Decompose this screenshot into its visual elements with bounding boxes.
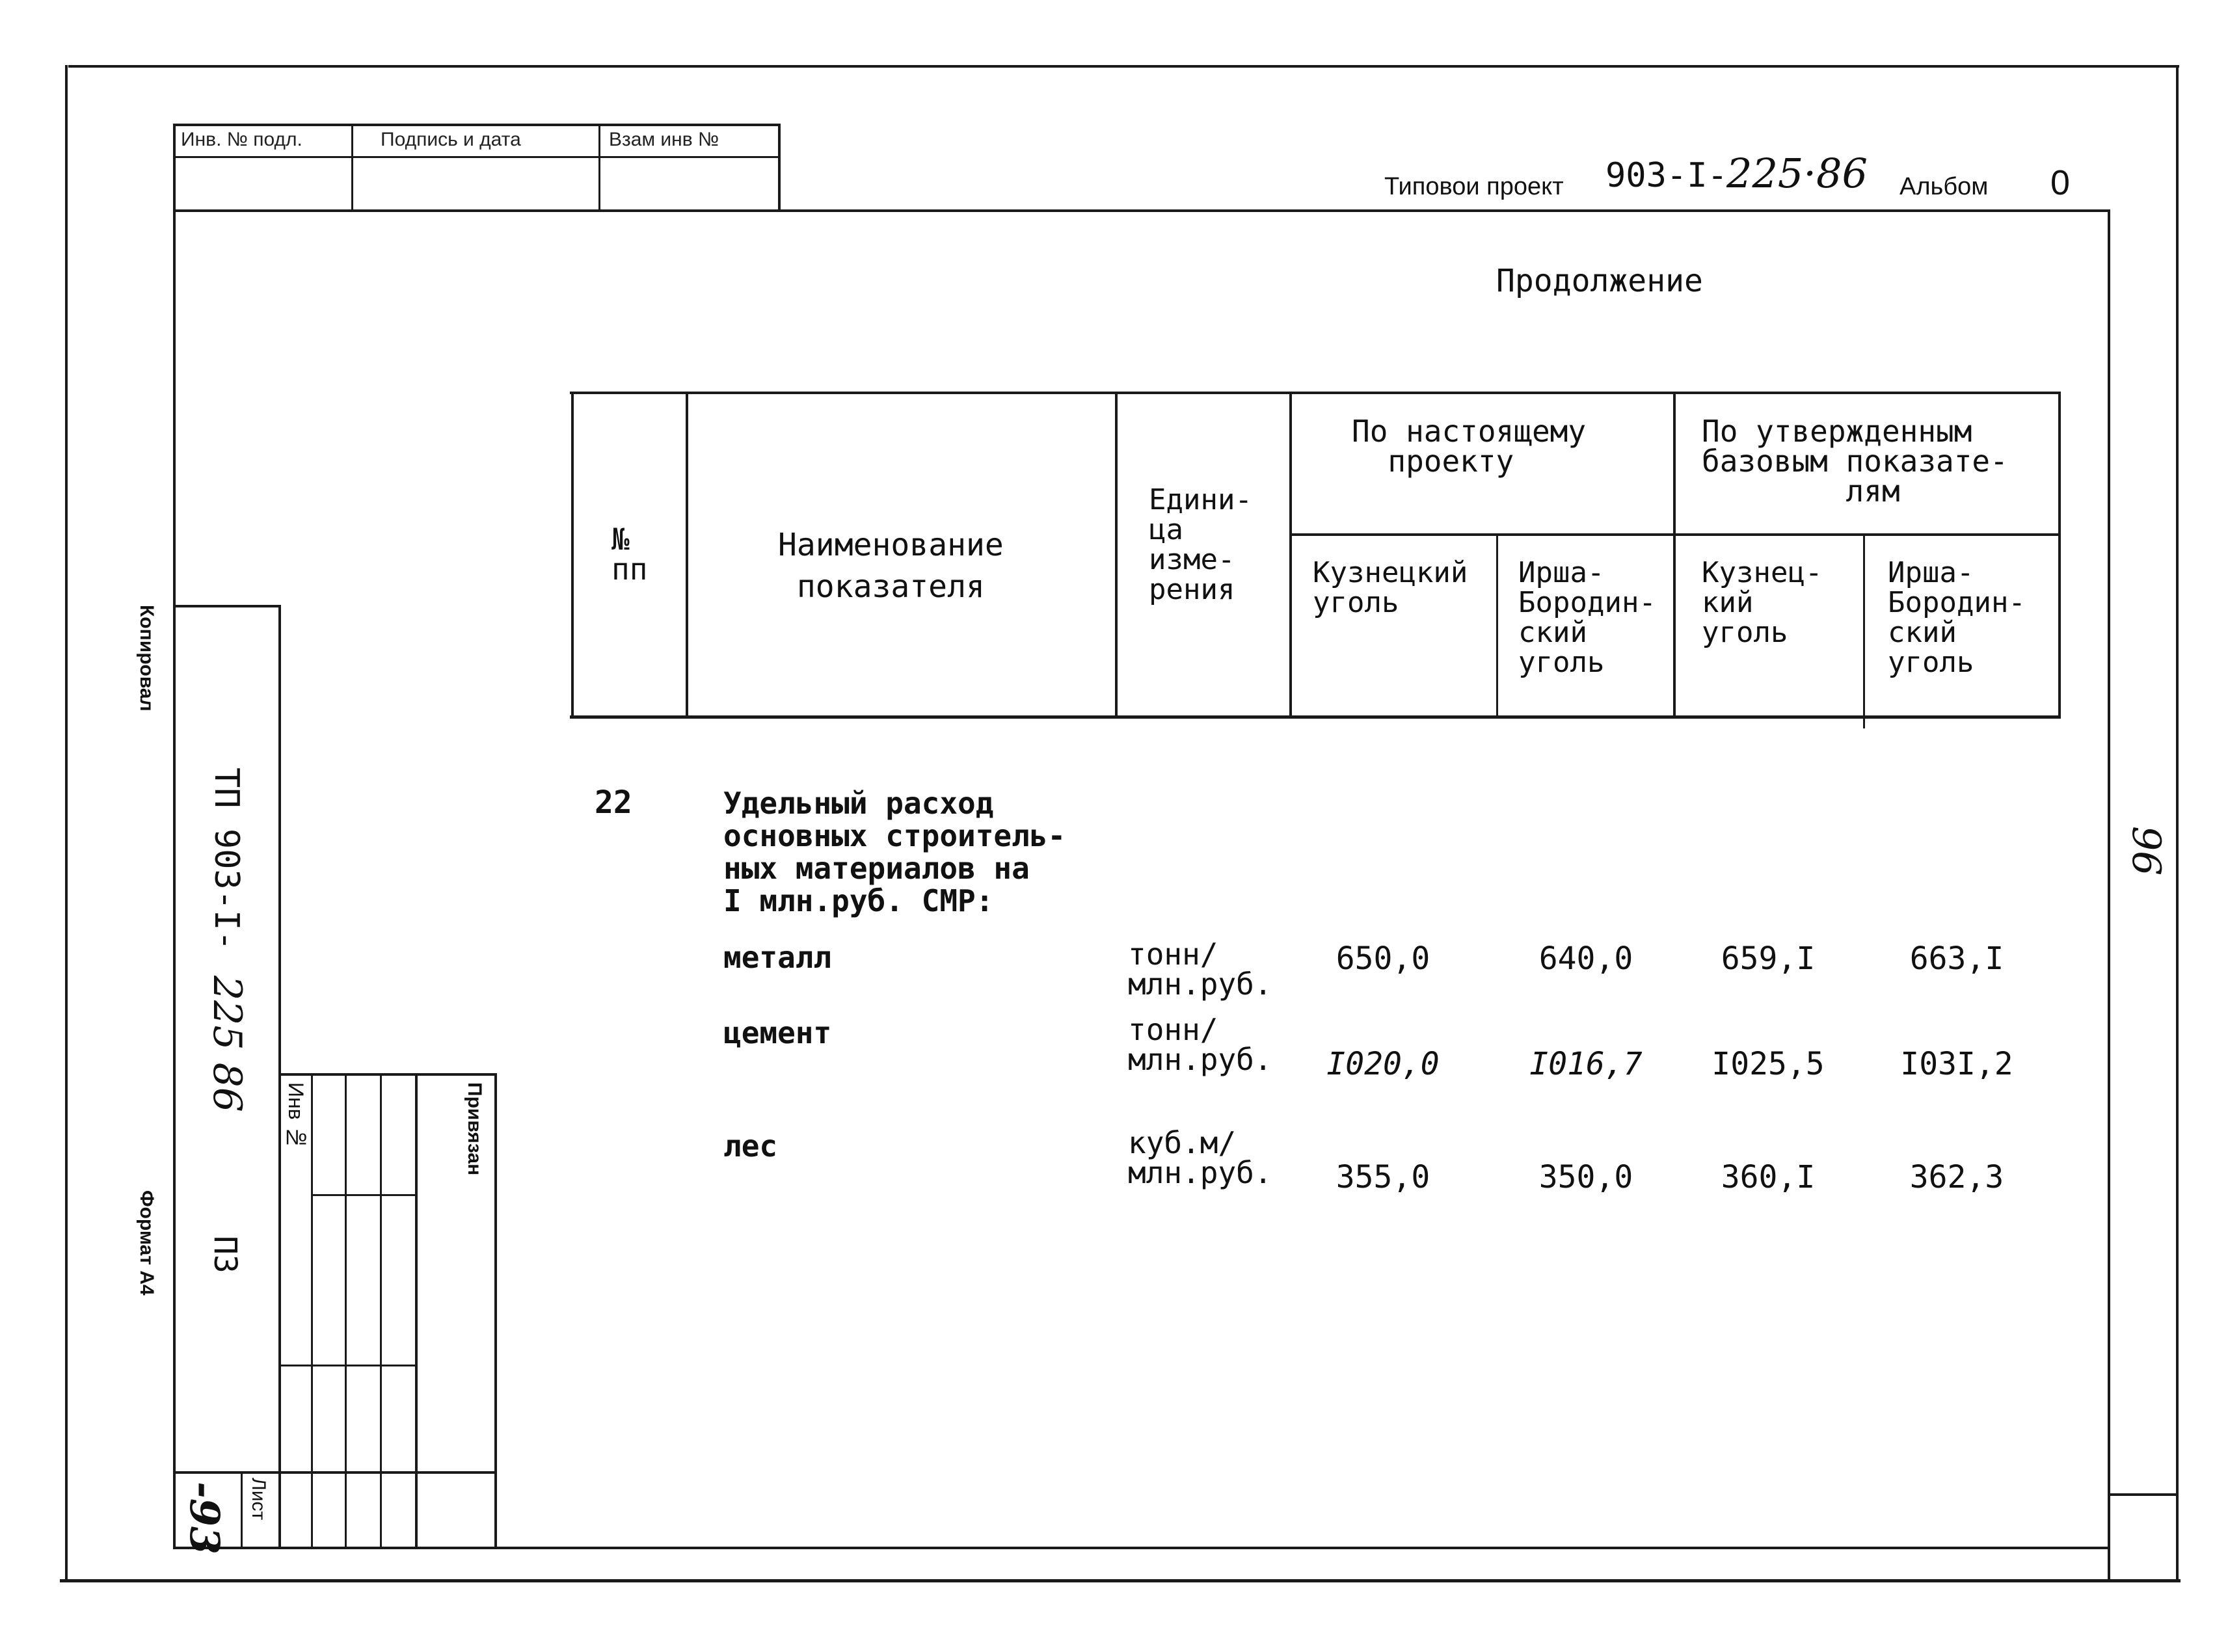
project-number-handwritten: 225·86 <box>1726 150 1868 197</box>
right-box-top <box>2108 1493 2178 1496</box>
project-label: Типовои проект <box>1384 173 1564 200</box>
stamp-inv-podl-label: Инв. № подл. <box>181 129 302 150</box>
stamp-podpis-data-label: Подпись и дата <box>381 129 521 150</box>
inner-frame-bottom <box>173 1547 2110 1549</box>
row-metal-name: металл <box>723 940 832 975</box>
row-wood-base-irsha: 362,3 <box>1909 1159 2004 1195</box>
header-current-irsha: Ирша- Бородин- ский уголь <box>1518 556 1656 679</box>
row-metal-current-kuznetsk: 650,0 <box>1335 940 1430 977</box>
row-wood-current-irsha: 350,0 <box>1538 1159 1633 1195</box>
row-wood-unit: куб.м/ млн.руб. <box>1128 1125 1272 1190</box>
header-current-kuznetsk: Кузнецкий уголь <box>1313 556 1468 619</box>
row-cement-base-kuznetsk: I025,5 <box>1711 1046 1825 1082</box>
format-label: Формат А4 <box>136 1190 157 1296</box>
outer-frame-bottom <box>60 1579 2181 1582</box>
row-wood-name: лес <box>723 1128 778 1164</box>
privyazan-label: Привязан <box>464 1082 485 1176</box>
outer-frame-top <box>68 65 2179 68</box>
row-wood-base-kuznetsk: 360,I <box>1721 1159 1816 1195</box>
album-label: Альбом <box>1899 173 1989 200</box>
row-metal-base-kuznetsk: 659,I <box>1721 940 1816 977</box>
inner-frame-top <box>174 209 2110 212</box>
header-unit: Едини- ца изме- рения <box>1149 483 1252 606</box>
sheet-label: Лист <box>248 1478 269 1521</box>
side-code-print: ТП 903-I- <box>207 767 246 951</box>
row-metal-current-irsha: 640,0 <box>1538 940 1633 977</box>
row-cement-base-irsha: I03I,2 <box>1900 1046 2013 1082</box>
page-number-handwritten: 96 <box>2123 826 2169 876</box>
row-metal-unit: тонн/ млн.руб. <box>1128 937 1272 1002</box>
row-cement-name: цемент <box>723 1015 832 1050</box>
header-group-current-project: По настоящему проекту <box>1352 414 1587 479</box>
inner-frame-left <box>173 124 176 1548</box>
item-number: 22 <box>595 784 632 821</box>
header-number: № пп <box>611 522 648 587</box>
item-title: Удельный расход основных строитель- ных материалов на I млн.руб. СМР: <box>723 786 1066 918</box>
continuation-label: Продолжение <box>1496 263 1703 299</box>
inv-no-label: Инв № <box>284 1082 308 1149</box>
outer-frame-right <box>2176 65 2179 1582</box>
outer-frame-left <box>65 65 68 1580</box>
header-base-irsha: Ирша- Бородин- ский уголь <box>1888 556 2026 679</box>
row-cement-current-kuznetsk: I020,0 <box>1326 1046 1440 1082</box>
project-number: 903-I- <box>1605 156 1728 195</box>
inner-frame-right <box>2108 209 2110 1580</box>
row-cement-unit: тонн/ млн.руб. <box>1128 1012 1272 1077</box>
header-group-approved-base: По утвержденным базовым показате- лям <box>1702 414 2008 509</box>
side-section: ПЗ <box>207 1236 243 1273</box>
sheet-number-handwritten: -93 <box>181 1482 228 1555</box>
side-code-handwritten: 225 86 <box>204 976 250 1112</box>
row-metal-base-irsha: 663,I <box>1909 940 2004 977</box>
album-value: 0 <box>2050 163 2071 202</box>
header-base-kuznetsk: Кузнец- кий уголь <box>1702 556 1823 649</box>
header-name: Наименование показателя <box>778 527 1004 605</box>
copied-label: Копировал <box>136 605 157 712</box>
stamp-vzam-inv-label: Взам инв № <box>609 129 719 150</box>
row-wood-current-kuznetsk: 355,0 <box>1335 1159 1430 1195</box>
row-cement-current-irsha: I016,7 <box>1529 1046 1643 1082</box>
